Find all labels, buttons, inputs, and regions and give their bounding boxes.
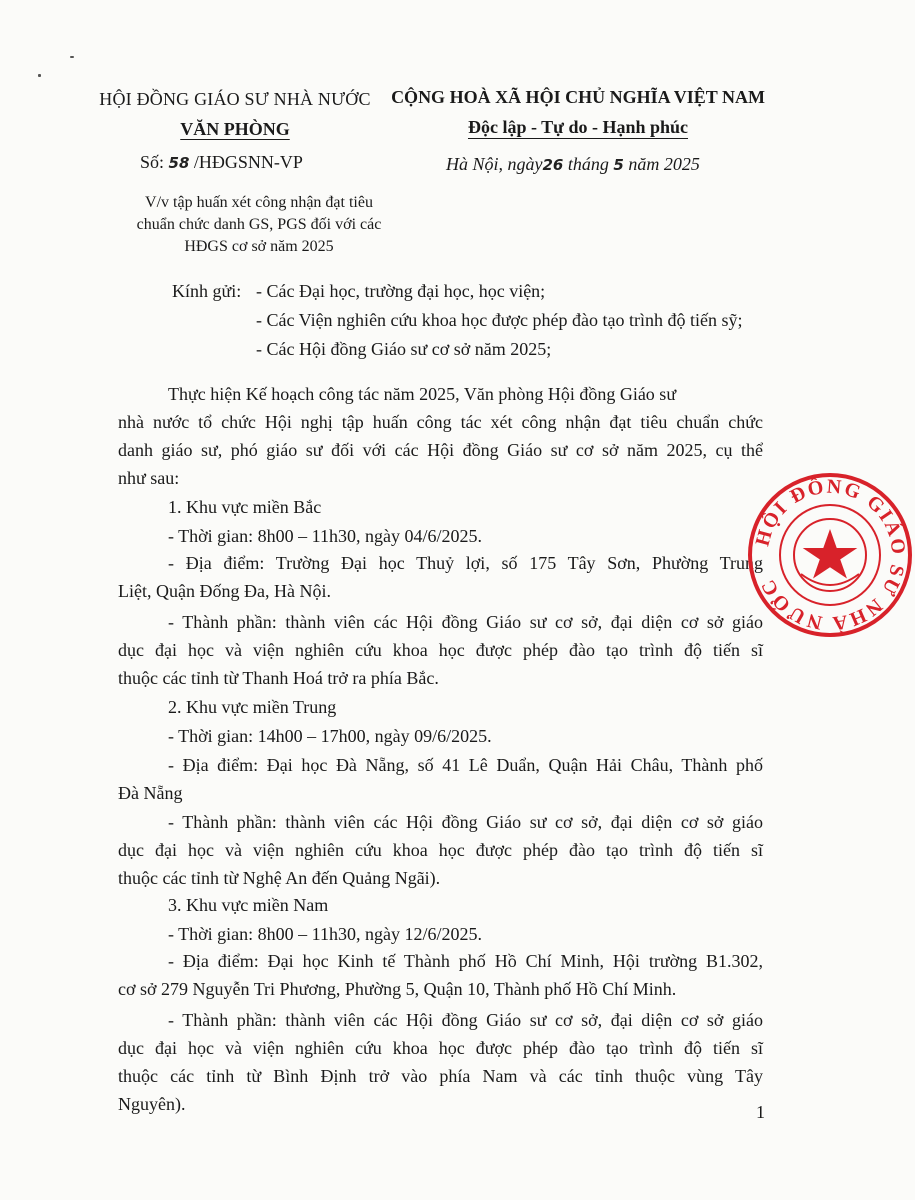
region-place-line: - Địa điểm: Đại học Đà Nẵng, số 41 Lê Duẩn, Quận Hải Châu, Thành phố xyxy=(168,755,763,775)
region-members-line: Nguyên). xyxy=(118,1094,186,1114)
region-members-line: - Thành phần: thành viên các Hội đồng Giáo sư cơ sở, đại diện cơ sở giáo xyxy=(168,812,763,832)
date-month-handwritten: 5 xyxy=(613,156,624,174)
reference-number xyxy=(140,152,303,173)
official-seal-stamp xyxy=(745,470,915,640)
region-members-line: - Thành phần: thành viên các Hội đồng Giáo sư cơ sở, đại diện cơ sở giáo xyxy=(168,1010,763,1030)
national-motto: Độc lập - Tự do - Hạnh phúc xyxy=(467,117,689,137)
region-place-line: cơ sở 279 Nguyễn Tri Phương, Phường 5, Quận 10, Thành phố Hồ Chí Minh. xyxy=(118,979,677,999)
national-heading xyxy=(380,82,776,142)
region-place-line: - Địa điểm: Trường Đại học Thuỷ lợi, số 175 Tây Sơn, Phường Trung xyxy=(168,553,763,573)
ref-prefix: Số: xyxy=(140,152,165,172)
subject-line: V/v tập huấn xét công nhận đạt tiêu xyxy=(145,194,373,211)
ref-number-handwritten: 58 xyxy=(168,154,190,172)
date-day-handwritten: 26 xyxy=(542,156,564,174)
region-members-line: dục đại học và viện nghiên cứu khoa học được phép đào tạo trình độ tiến sĩ xyxy=(118,640,763,660)
subject-line: chuẩn chức danh GS, PGS đối với các xyxy=(136,216,382,233)
region-heading: 1. Khu vực miền Bắc xyxy=(168,497,322,517)
ref-suffix: /HĐGSNN-VP xyxy=(193,152,303,172)
region-members-line: thuộc các tỉnh từ Thanh Hoá trở ra phía Bắc. xyxy=(118,668,439,688)
date-place: Hà Nội, ngày xyxy=(446,154,543,174)
subject-block xyxy=(128,192,390,258)
region-place-line: - Địa điểm: Đại học Kinh tế Thành phố Hồ Chí Minh, Hội trường B1.302, xyxy=(168,951,763,971)
national-emblem-icon xyxy=(794,519,866,591)
recipient-item: - Các Viện nghiên cứu khoa học được phép đào tạo trình độ tiến sỹ; xyxy=(256,310,743,330)
intro-line: Thực hiện Kế hoạch công tác năm 2025, Văn phòng Hội đồng Giáo sư xyxy=(168,384,677,404)
page-number: 1 xyxy=(756,1102,765,1122)
region-time: - Thời gian: 8h00 – 11h30, ngày 12/6/2025. xyxy=(168,924,482,944)
date-year: năm 2025 xyxy=(628,154,700,174)
date-month-label: tháng xyxy=(567,154,609,174)
intro-line: nhà nước tổ chức Hội nghị tập huấn công tác xét công nhận đạt tiêu chuẩn chức xyxy=(118,412,763,432)
recipients-label: Kính gửi: xyxy=(172,281,242,301)
issuer-name: HỘI ĐỒNG GIÁO SƯ NHÀ NƯỚC xyxy=(99,89,371,109)
region-time: - Thời gian: 8h00 – 11h30, ngày 04/6/2025. xyxy=(168,526,482,546)
issuer-block xyxy=(70,84,400,144)
seal-text: HỘI ĐỒNG GIÁO SƯ NHÀ NƯỚC xyxy=(751,475,910,635)
region-members-line: thuộc các tỉnh từ Nghệ An đến Quảng Ngãi). xyxy=(118,868,441,888)
recipient-item: - Các Đại học, trường đại học, học viện; xyxy=(256,281,546,301)
intro-line: như sau: xyxy=(118,468,180,488)
region-members-line: - Thành phần: thành viên các Hội đồng Giáo sư cơ sở, đại diện cơ sở giáo xyxy=(168,612,763,632)
region-heading: 3. Khu vực miền Nam xyxy=(168,895,329,915)
region-members-line: thuộc các tỉnh từ Bình Định trở vào phía Nam và các tỉnh thuộc vùng Tây xyxy=(118,1066,763,1086)
issuer-office: VĂN PHÒNG xyxy=(180,119,290,139)
intro-line: danh giáo sư, phó giáo sư đối với các Hội đồng Giáo sư cơ sở năm 2025, cụ thể xyxy=(118,440,763,460)
region-members-line: dục đại học và viện nghiên cứu khoa học được phép đào tạo trình độ tiến sĩ xyxy=(118,1038,763,1058)
scan-speck xyxy=(70,56,74,58)
document-date xyxy=(446,154,700,175)
region-time: - Thời gian: 14h00 – 17h00, ngày 09/6/2025. xyxy=(168,726,492,746)
region-heading: 2. Khu vực miền Trung xyxy=(168,697,337,717)
country-name: CỘNG HOÀ XÃ HỘI CHỦ NGHĨA VIỆT NAM xyxy=(391,87,765,107)
scan-speck xyxy=(38,74,41,77)
recipient-item: - Các Hội đồng Giáo sư cơ sở năm 2025; xyxy=(256,339,552,359)
region-place-line: Đà Nẵng xyxy=(118,783,183,803)
region-place-line: Liệt, Quận Đống Đa, Hà Nội. xyxy=(118,581,331,601)
region-members-line: dục đại học và viện nghiên cứu khoa học được phép đào tạo trình độ tiến sĩ xyxy=(118,840,763,860)
subject-line: HĐGS cơ sở năm 2025 xyxy=(184,238,334,255)
